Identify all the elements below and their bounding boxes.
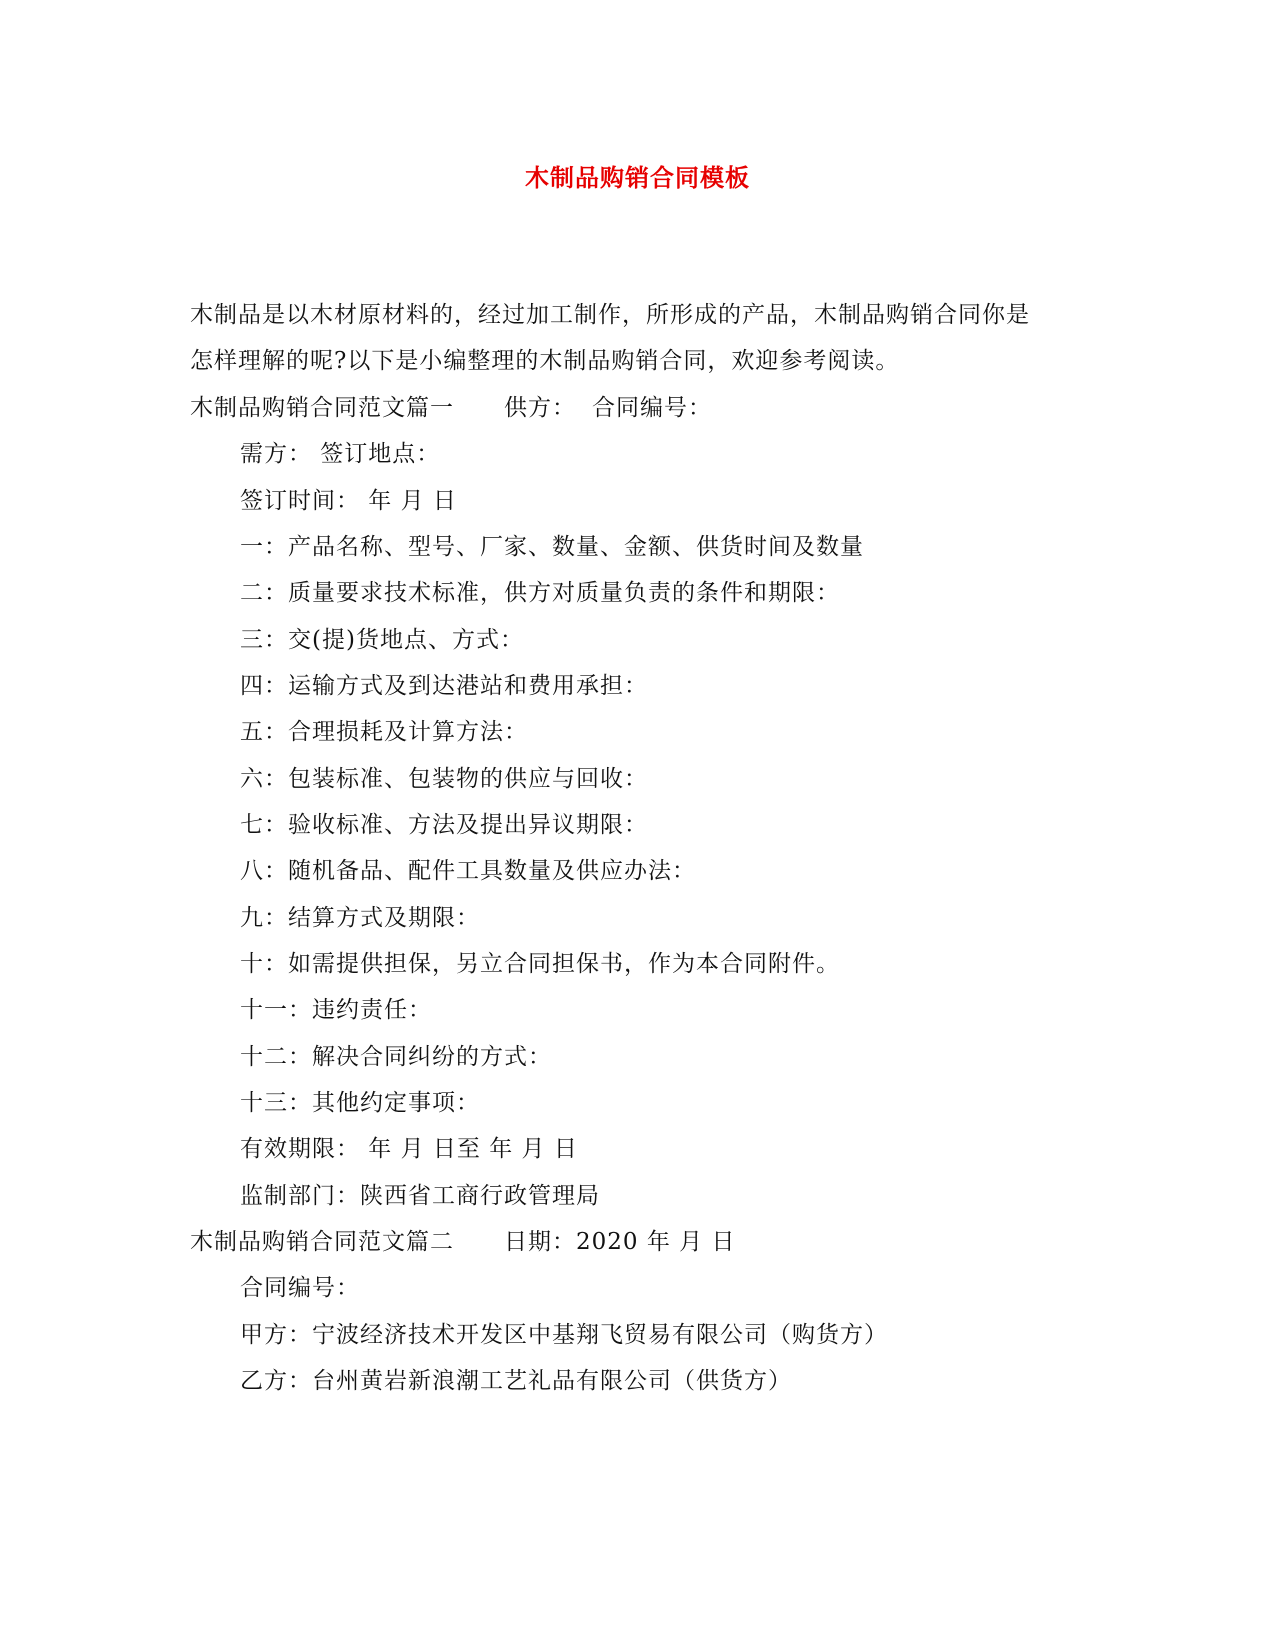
clause-item: 七：验收标准、方法及提出异议期限： [240,812,648,838]
section2-header-line [190,1227,735,1257]
document-title: 木制品购销合同模板 [525,163,750,192]
section2-date: 日期：2020 年 月 日 [504,1229,736,1255]
clause-item: 一：产品名称、型号、厂家、数量、金额、供货时间及数量 [240,534,864,560]
clause-item: 八：随机备品、配件工具数量及供应办法： [240,858,696,884]
sign-time: 签订时间： 年 月 日 [240,488,457,514]
clause-item: 十：如需提供担保，另立合同担保书，作为本合同附件。 [240,951,840,977]
buyer-and-sign-place: 需方： 签订地点： [240,441,441,467]
clause-item: 三：交(提)货地点、方式： [240,627,524,653]
section2-heading: 木制品购销合同范文篇二 [190,1229,454,1255]
section1-heading: 木制品购销合同范文篇一 [190,395,454,421]
clause-item: 二：质量要求技术标准，供方对质量负责的条件和期限： [240,580,840,606]
clause-item: 十三：其他约定事项： [240,1090,480,1116]
section2-contract-number: 合同编号： [240,1275,360,1301]
clause-item: 十一：违约责任： [240,997,432,1023]
clause-item: 十二：解决合同纠纷的方式： [240,1044,552,1070]
contract-number-label: 合同编号： [592,395,712,421]
intro-paragraph-line-1: 木制品是以木材原材料的，经过加工制作，所形成的产品，木制品购销合同你是 [190,302,1030,328]
party-a: 甲方：宁波经济技术开发区中基翔飞贸易有限公司（购货方） [240,1322,888,1348]
party-b: 乙方：台州黄岩新浪潮工艺礼品有限公司（供货方） [240,1368,792,1394]
validity-period: 有效期限： 年 月 日至 年 月 日 [240,1136,578,1162]
supplier-label: 供方： [504,395,576,421]
clause-item: 五：合理损耗及计算方法： [240,719,528,745]
section1-header-line [190,393,712,423]
intro-paragraph-line-2: 怎样理解的呢?以下是小编整理的木制品购销合同，欢迎参考阅读。 [190,348,900,374]
clause-item: 六：包装标准、包装物的供应与回收： [240,766,648,792]
clause-item: 四：运输方式及到达港站和费用承担： [240,673,648,699]
clause-item: 九：结算方式及期限： [240,905,480,931]
supervising-department: 监制部门：陕西省工商行政管理局 [240,1183,600,1209]
